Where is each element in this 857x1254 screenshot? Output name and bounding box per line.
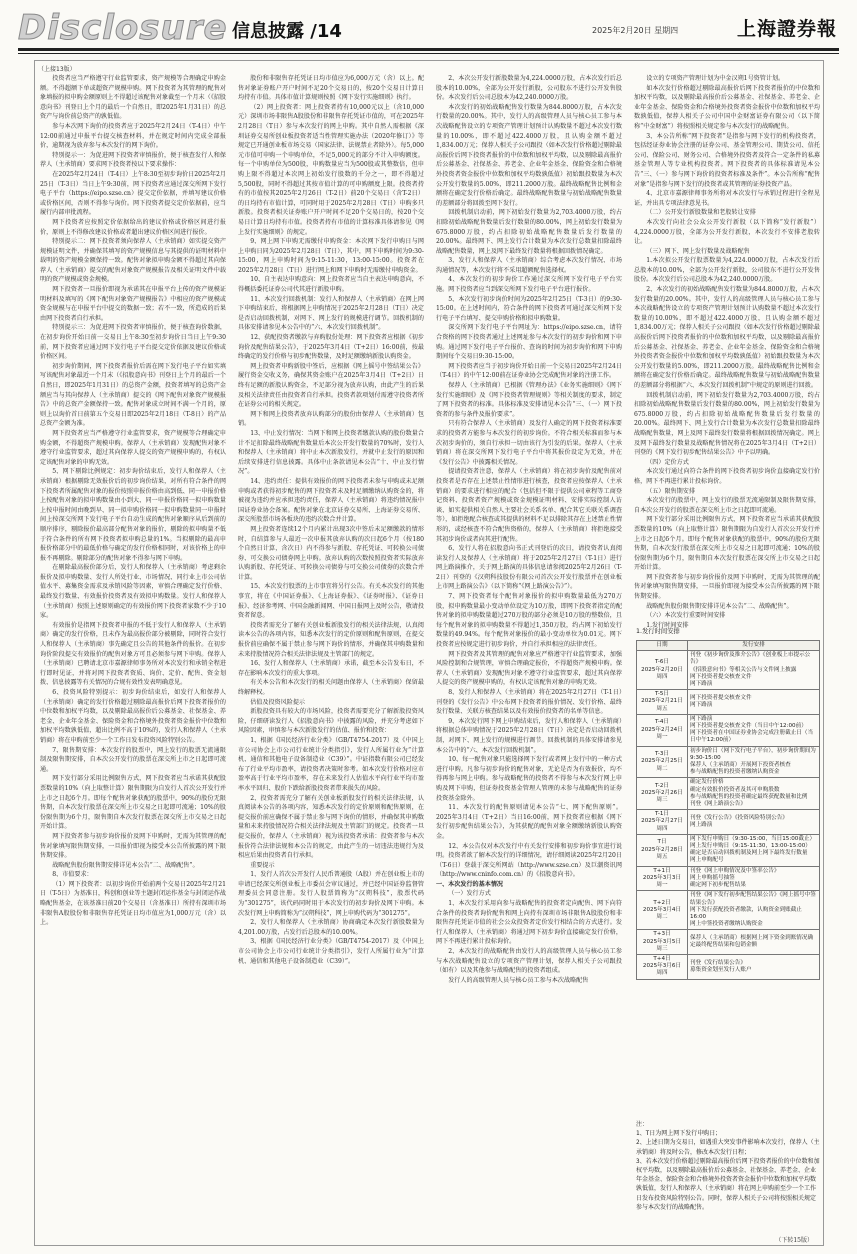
paragraph: 3、根据《国民经济行业分类》（GB/T4754-2017）及《中国上市公司协会上市公司行业统计分类指引》，发行人所属行业为“计算机、通信和其他电子设备制造业（C39）”。 xyxy=(238,938,424,965)
paragraph: 回拨机制启动前，网下初始发行数量为2,703.4000万股，约占扣除初始战略配售数量后发行数量的80.00%，网上初始发行数量为675.8000万股，约占扣除初始战略配售数量后发行数量的20.00%。最终网下、网上发行合计数量为本次发行总数量扣除最终战略配售数量，网上及网下最终发行数量将根据回拨情况确定。 xyxy=(436,209,622,255)
schedule-arrangement: 刊登《网下发行初步配售结果公告》《网上摇号中签结果公告》 网下发行获配投资者缴款，认购资金到账截止16:00 网上中签投资者缴纳认购资金 xyxy=(688,891,820,930)
text-column-3 xyxy=(436,74,622,1242)
schedule-arrangement: 网下投资者提交核查文件 网下路演 xyxy=(688,690,820,715)
schedule-arrangement: 网下路演 网下投资者提交核查文件（当日中午12:00前） 网下投资者在中国证券业协会完成注册截止日（当日中午12:00前） xyxy=(688,714,820,746)
schedule-date: T-2日 2025年2月26日 周三 xyxy=(637,778,688,810)
paragraph: 5、网下剔除比例规定：初步询价结束后，发行人和保荐人（主承销商）根据剔除无效报价后的初步询价结果，对所有符合条件的网下投资者所属配售对象的报价按照申报价格由高到低、同一申报价格上按配售对象的拟申购数量由小到大、同一申报价格同一拟申购数量上按申报时间由晚到早、同一拟申购价格同一拟申购数量同一申报时间上按深交所网下发行电子平台自动生成的配售对象顺序从后到前的顺序排序，剔除报价最高部分配售对象的报价，剔除的拟申购量不低于符合条件的所有网下投资者拟申购总量的1%。当拟剔除的最高申报价格部分中的最低价格与确定的发行价格相同时，对该价格上的申报不再剔除。剔除部分的配售对象不得参与网下申购。 xyxy=(40,468,226,562)
paragraph: 13、中止发行情况：当网下和网上投资者缴款认购的股份数量合计不足扣除最终战略配售数量后本次公开发行数量的70%时，发行人和保荐人（主承销商）将中止本次新股发行，并就中止发行的原因和后续安排进行信息披露。具体中止条款请见本公告“十、中止发行情况”。 xyxy=(238,429,424,476)
paragraph: 特别提示一：为促进网下投资者审慎报价，便于核查发行人和保荐人（主承销商）要求网下投资者按以下要求操作： xyxy=(40,151,226,169)
paragraph: （五）限售期安排 xyxy=(646,487,695,495)
paragraph: 本次发行的股票中，网上发行的股票无流通限制及限售期安排，自本次公开发行的股票在深交所上市之日起即可流通。 xyxy=(634,497,820,514)
dateline: 2025年2月20日 星期四 xyxy=(592,26,679,35)
paragraph: 1.本次拟公开发行股票数量为4,224.0000万股，占本次发行后总股本的10.00%，全部为公开发行新股，公司股东不进行公开发售股份。本次发行后公司总股本为42,240.0000万股。 xyxy=(634,257,820,284)
schedule-date: T-6日 2025年2月20日 周四 xyxy=(637,651,688,690)
paragraph: 战略配售股份限售期安排详见本公告“二、战略配售”。 xyxy=(646,602,793,610)
paragraph: 初步询价期间，网下投资者报价后需在网下发行电子平台如实填写该配售对象最近一个月末（《招股意向书》刊登日上个月的最后一个自然日，即2025年1月31日）的总资产金额，投资者填写的总资产金额应当与其向保荐人（主承销商）提交的《网下配售对象资产规模报告》中的总资产金额保持一致。配售对象成立时间不满一个月的，原则上以询价首日前第五个交易日即2025年2月18日（T-8日）的产品总资产金额为准。 xyxy=(40,362,226,428)
paragraph: 只有符合保荐人（主承销商）及发行人确定的网下投资者标准要求的投资者方能参与本次发行的初步询价。不符合相关标准而参与本次初步询价的，须自行承担一切由该行为引发的后果。保荐人（主承销商）将在深交所网下发行电子平台中将其报价设定为无效，并在《发行公告》中披露相关情况。 xyxy=(436,420,622,466)
paragraph: 11、本次发行回拨机制：发行人和保荐人（主承销商）在网上网下申购结束后，将根据网上申购情况于2025年2月28日（T日）决定是否启动回拨机制，对网下、网上发行的规模进行调节。回拨机制的具体安排请参见本公告中的“六、本次发行回拨机制”。 xyxy=(238,295,424,332)
paragraph: 6、投资风险特别提示：初步询价结束后，如发行人和保荐人（主承销商）确定的发行价格超过剔除最高报价后网下投资者报价的中位数和加权平均数，以及剔除最高报价后公募基金、社保基金、养老金、企业年金基金、保险资金和合格境外投资者资金报价中位数和加权平均数孰低值，超出比例不高于10%的，发行人和保荐人（主承销商）将在申购前至少一个工作日发布投资风险特别公告。 xyxy=(40,689,226,744)
paragraph: 10、每一配售对象只能选择网下发行或者网上发行中的一种方式进行申购。凡参与初步询价的配售对象，无论是否为有效报价，均不得再参与网上申购。参与战略配售的投资者不得参与本次发行网上申购及网下申购，但证券投资基金管理人管理的未参与战略配售的证券投资基金除外。 xyxy=(436,756,622,802)
paragraph: 股份和非限售存托凭证日均市值应为6,000万元（含）以上。配售对象证券账户开户时间不足20个交易日的，按20个交易日计算日均持有市值。具体市值计算规则按照《网下发行实施细则》执行。 xyxy=(238,75,424,102)
paragraph: 2、投资者需充分了解有关创业板新股发行的相关法律法规，认真阅读本公告的各项内容，知悉本次发行的定价原则和配售原则，在提交报价前应确保不属于禁止参与网下询价的情形，并确保其申购数量和未来持股情况符合相关法律法规及主管部门的规定。投资者一旦提交报价，保荐人（主承销商）视为该投资者承诺：投资者参与本次报价符合法律法规和本公告的规定，由此产生的一切违法违规行为及相应后果由投资者自行承担。 xyxy=(238,794,424,860)
note-line: 2、上述日期为交易日，如遇重大突发事件影响本次发行，保荐人（主承销商）将及时公告，修改本次发行日程； xyxy=(636,1139,820,1156)
schedule-date: T+2日 2025年3月4日 周二 xyxy=(637,891,688,930)
note-line: 3、若本次发行价格超过剔除最高报价后网下投资者报价的中位数和加权平均数，以及剔除最高报价后公募基金、社保基金、养老金、企业年金基金、保险资金和合格境外投资者资金报价中位数和加权平均数孰低值，发行人和保荐人（主承销商）将在网上申购前至少一个工作日发布投资风险特别公告。同时，保荐人相关子公司将按照相关规定参与本次发行的战略配售。 xyxy=(636,1157,820,1211)
schedule-row xyxy=(637,810,820,835)
schedule-date: T+3日 2025年3月5日 周三 xyxy=(637,930,688,955)
continued-to: （下转15版） xyxy=(775,1237,813,1244)
paragraph: 2、本次公开发行新股数量为4,224.0000万股，占本次发行后总股本的10.00%，全部为公开发行新股，公司股东不进行公开发售股份。本次发行后公司总股本为42,240.0000万股。 xyxy=(436,75,622,102)
paragraph: 网下投资者应当于初步询价开始日前一个交易日2025年2月24日（T-4日）的中午12:00前在证券业协会完成配售对象的注册工作。 xyxy=(436,362,622,380)
text-column-4 xyxy=(634,74,820,629)
paragraph: 9、本次发行网下网上申购结束后，发行人和保荐人（主承销商）将根据总体申购情况于2025年2月28日（T日）决定是否启动回拨机制，对网下、网上发行的规模进行调节。回拨机制的具体安排请参见本公告中的“六、本次发行回拨机制”。 xyxy=(436,717,622,754)
paragraph: 网下投资者参与初步询价报价及网下申购时，无需为其管理的配售对象填写限售期安排，一旦报价即视为接受本公告所披露的网下限售期安排。 xyxy=(40,832,226,860)
schedule-arrangement: 刊登《初步询价及推介公告》《创业板上市提示公告》 《招股意向书》等相关公告与文件网上披露 网下投资者提交核查文件 网下路演 xyxy=(688,651,820,690)
schedule-arrangement: 确定发行价格 确定有效报价投资者及其可申购股数 参与战略配售的投资者确定最终获配数量和比例 刊登《网上路演公告》 xyxy=(688,778,820,810)
paragraph: 估值及投资风险提示 xyxy=(250,698,306,706)
paragraph: 投资者需充分了解有关创业板新股发行的相关法律法规，认真阅读本公告的各项内容，知悉本次发行的定价原则和配售原则，在提交报价前应确保不属于禁止参与网下询价的情形，并确保其申购数量和未来持股情况符合相关法律法规及主管部门的规定。 xyxy=(238,621,424,658)
paragraph: 参与本次网下询价的投资者应于2025年2月24日（T-4日）中午12:00前通过申报平台提交核查材料，并在规定时间内完成全部报价，逾期视为放弃参与本次发行的网下询价。 xyxy=(40,122,226,150)
paragraph: 有关本公告和本次发行的相关问题由保荐人（主承销商）保留最终解释权。 xyxy=(238,679,424,696)
paragraph: 4、北京市嘉源律师事务所将对本次发行与承销过程进行全程见证，并出具专项法律意见书。 xyxy=(634,190,820,207)
paragraph: 8、发行人和保荐人（主承销商）将在2025年2月27日（T-1日）刊登的《发行公告》中公布网下投资者的报价情况、发行价格、最终发行数量、关联方核查结果以及有效报价投资者的名单等信息。 xyxy=(436,689,622,716)
schedule-table xyxy=(636,640,820,980)
paragraph: 5、本次发行初步询价时间为2025年2月25日（T-3日）的9:30-15:00。在上述时间内，符合条件的网下投资者可通过深交所网下发行电子平台填写、提交申购价格和拟申购数量。 xyxy=(436,295,622,322)
paragraph: 有效报价是指网下投资者申报的不低于发行人和保荐人（主承销商）确定的发行价格，且未作为最高报价部分被剔除，同时符合发行人和保荐人（主承销商）事先确定且公告的其他条件的报价。在初步询价阶段提交有效报价的配售对象方可且必须参与网下申购。保荐人（主承销商）已聘请北京市嘉源律师事务所对本次发行和承销全程进行即时见证，并将对网下投资者资质、询价、定价、配售、资金划拨、信息披露等有关情况的合规有效性发表明确意见。 xyxy=(40,621,226,687)
paragraph: 保荐人（主承销商）已根据《管理办法》《业务实施细则》《网下发行实施细则》及《网下投资者管理规则》等相关制度的要求，制定了网下投资者的标准。具体标准及安排请见本公告“三、（一）网下投资者的参与条件及报价要求”。 xyxy=(436,382,622,418)
paragraph: （三）网下、网上发行数量及战略配售 xyxy=(646,247,750,255)
paragraph: 6、发行人将在招股意向书正式刊登后的次日，请投资者认真阅读发行人及保荐人（主承销商）将于2025年2月27日（T-1日）进行网上路演推介，关于网上路演的具体信息请参阅2025年2月26日（T-2日）刊登的《汉朔科技股份有限公司首次公开发行股票并在创业板上市网上路演公告》（以下简称“《网上路演公告》”）。 xyxy=(436,545,622,591)
schedule-row xyxy=(637,746,820,778)
paragraph: 网下投资者参与初步询价报价及网下申购时，无需为其管理的配售对象填写限售期安排，一旦报价即视为接受本公告所披露的网下限售期安排。 xyxy=(634,573,820,601)
schedule-notes xyxy=(636,1120,820,1212)
continued-from: （上接13版） xyxy=(38,66,76,73)
paragraph: （一）发行方式 xyxy=(448,890,491,898)
paragraph: 1.发行时间安排 xyxy=(646,621,689,629)
paragraph: 重要提示 xyxy=(250,861,275,869)
paragraph: 1、发行人首次公开发行人民币普通股（A股）并在创业板上市的申请已经深交所创业板上市委员会审议通过，并已经中国证券监督管理委员会同意注册。发行人股票简称为“汉朔科技”，股票代码为“301275”，该代码同时用于本次发行的初步询价及网下申购。本次发行网上申购简称为“汉朔科技”，网上申购代码为“301275”。 xyxy=(238,871,424,917)
text-column-1 xyxy=(40,74,226,1242)
schedule-row xyxy=(637,778,820,810)
paragraph: 网下投资者应按照定价依据给出的建议价格或价格区间进行报价，原则上不得修改建议价格或者超出建议价格区间进行报价。 xyxy=(40,218,226,236)
schedule-arrangement: 刊登《发行结果公告》 募集资金划至发行人账户 xyxy=(688,954,820,979)
paragraph: 16、发行人和保荐人（主承销商）承诺，截至本公告发布日，不存在影响本次发行的重大事项。 xyxy=(238,660,424,677)
paragraph: 12、本公告仅对本次发行中有关发行安排和初步询价事宜进行说明。投资者欲了解本次发行的详细情况，请仔细阅读2025年2月20日（T-6日）登载于深交所网站（http://www.szse.cn）及巨潮资讯网（http://www.cninfo.com.cn）的《招股意向书》。 xyxy=(436,842,622,879)
paragraph: 投资者应当严格遵守行业监管要求，资产规模等合理确定申购金额。不得超额下单或超资产规模申购。网下投资者为其管理的配售对象填报的拟申购金额原则上不得超过该配售对象截至一个月末（《招股意向书》刊登日上个月的最后一个自然日，即2025年1月31日）的总资产与询价前总资产的孰低值。 xyxy=(40,75,226,121)
schedule-title: 1.发行时间安排 xyxy=(636,628,680,635)
paragraph: 1、根据《国民经济行业分类》（GB/T4754-2017）及《中国上市公司协会上市公司行业统计分类指引》，发行人所属行业为“计算机、通信和其他电子设备制造业（C39）”。中证指数有限公司已经发布了行业平均市盈率，请投资者决策时参考。如本次发行价格对应市盈率高于行业平均市盈率，存在未来发行人估值水平向行业平均市盈率水平回归、股价下跌给新股投资者带来损失的风险。 xyxy=(238,736,424,792)
paragraph: 网下发行部分采用比例限售方式，网下投资者应当承诺其获配股票数量的10%（向上取整计算）限售期限为自发行人首次公开发行并上市之日起6个月。即每个配售对象获配的股票中，90%的股份无限售期，自本次发行股票在深交所上市交易之日起即可流通；10%的股份限售期为6个月，限售期自本次发行股票在深交所上市交易之日起开始计算。 xyxy=(634,516,820,572)
paragraph: 发行人的高级管理人员与核心员工参与本次战略配售 xyxy=(448,976,589,984)
paragraph: （2）网上投资者：网上投资者持有10,000元以上（含10,000元）深圳市场非限售A股股份和非限售存托凭证市值的，可在2025年2月28日（T日）参与本次发行的网上申购。其中自然人需根据《深圳证券交易所创业板投资者适当性管理实施办法（2020年修订）》等规定已开通创业板市场交易（国家法律、法规禁止者除外）。每5,000元市值可申购一个申购单位，不足5,000元的部分不计入申购额度。每一个申购单位为500股，申购数量应当为500股或其整数倍，但申购上限不得超过本次网上初始发行股数的千分之一，即不得超过5,500股，同时不得超过其按市值计算的可申购额度上限。投资者持有的市值按其2025年2月26日（T-2日）前20个交易日（含T-2日）的日均持有市值计算，可同时用于2025年2月28日（T日）申购多只新股。投资者相关证券账户开户时间不足20个交易日的，按20个交易日计算日均持有市值。投资者持有市值的计算标准具体请参见《网上发行实施细则》的规定。 xyxy=(238,103,424,236)
paragraph: （四）定价方式 xyxy=(646,458,689,466)
paragraph: 一、本次发行的基本情况 xyxy=(436,880,504,888)
paragraph: 网下投资者一旦报价即视为承诺其在申报平台上传的资产规模证明材料及填写的《网下配售对象资产规模报告》中相应的资产规模或资金规模与在申报平台中提交的数据一致；若不一致，所造成的后果由网下投资者自行承担。 xyxy=(40,286,226,322)
schedule-arrangement: 初步询价日（网下发行电子平台），初步询价期间为9:30-15:00 保荐人（主承销商）开展网下投资者核查 参与战略配售的投资者缴纳认购资金 xyxy=(688,746,820,778)
schedule-arrangement: 刊登《发行公告》《投资风险特别公告》 网上路演 xyxy=(688,810,820,835)
schedule-header-arrangement: 发行安排 xyxy=(688,641,820,651)
schedule-date: T-1日 2025年2月27日 周四 xyxy=(637,810,688,835)
paragraph: 本次发行向社会公众公开发行新股（以下简称“发行新股”）4,224.0000万股，全部为公开发行新股，本次发行不安排老股转让。 xyxy=(634,218,820,246)
schedule-arrangement: 保荐人（主承销商）根据网上网下资金到账情况确定最终配售结果和包销金额 xyxy=(688,930,820,955)
schedule-row xyxy=(637,930,820,955)
paragraph: 网上投资者申购新股中签后，应根据《网上摇号中签结果公告》履行资金交收义务，确保其资金账户在2025年3月4日（T+2日）日终有足额的新股认购资金，不足部分视为放弃认购，由此产生的后果及相关法律责任由投资者自行承担。投资者款项划付需遵守投资者所在证券公司的相关规定。 xyxy=(238,362,424,409)
paragraph: 3、本公告所称“网下投资者”是指参与网下发行的机构投资者，包括经证券业协会注册的证券公司、基金管理公司、期货公司、信托公司、保险公司、财务公司、合格境外投资者及符合一定条件的私募基金管理人等专业机构投资者。网下投资者的具体标准请见本公告“三、（一）参与网下询价的投资者标准及条件”。本公告所称“配售对象”是指参与网下发行的投资者或其管理的证券投资产品。 xyxy=(634,132,820,188)
paragraph: 7、网下投资者每个配售对象报价的拟申购数量最低为270万股，拟申购数量最小变动单位设定为10万股，即网下投资者指定的配售对象的拟申购数量超过270万股的部分必须是10万股的整数倍，且每个配售对象的拟申购数量不得超过1,350万股，约占网下初始发行数量的49.94%。每个配售对象报价的最小变动单位为0.01元。网下投资者应按规定进行初步询价，并自行承担相应的法律责任。 xyxy=(436,593,622,649)
paragraph: 深交所网下发行电子平台网址为：https://eipo.szse.cn，请符合资格的网下投资者通过上述网址参与本次发行的初步询价和网下申购。通过网下发行电子平台报价、查询的时间为初步询价和网下申购期间每个交易日9:30-15:00。 xyxy=(436,324,622,361)
schedule-date: T+4日 2025年3月6日 周四 xyxy=(637,954,688,979)
schedule-arrangement: 刊登《网上申购情况及中签率公告》 网上申购摇号抽签 确定网下初步配售结果 xyxy=(688,866,820,891)
schedule-row xyxy=(637,954,820,979)
paragraph: 本次发行通过向符合条件的网下投资者初步询价直接确定发行价格，网下不再进行累计投标询价。 xyxy=(634,468,820,485)
brand-wordmark: Disclosure xyxy=(18,8,228,48)
schedule-date: T+1日 2025年3月3日 周一 xyxy=(637,866,688,891)
schedule-header-date: 日期 xyxy=(637,641,688,651)
masthead: 上海證券報 xyxy=(736,18,837,40)
paragraph: 在2025年2月24日（T-4日）上午8:30至初步询价日2025年2月25日（T-3日）当日上午9:30前，网下投资者应通过深交所网下发行电子平台（https://eipo.szse.cn）提交定价依据，并填写建议价格或价格区间，否则不得参与询价。网下投资者提交定价依据前，应当履行内部审批流程。 xyxy=(40,170,226,217)
paragraph: 设立的专项资产管理计划为中金汉朔1号资管计划。 xyxy=(646,75,785,82)
paragraph: 战略配售股份限售期安排详见本公告“二、战略配售”。 xyxy=(52,861,199,869)
paragraph: 2、发行人和保荐人（主承销商）协商确定本次发行新股数量为4,201.00万股，占发行后总股本的10.00%。 xyxy=(238,919,424,936)
paragraph: 网下投资者应当严格遵守行业监管要求，资产规模等合理确定申购金额，不得超资产规模申购。保荐人（主承销商）发现配售对象不遵守行业监管要求，超过其向保荐人提交的资产规模申购的，有权认定该配售对象的申购无效。 xyxy=(40,429,226,466)
schedule-row xyxy=(637,891,820,930)
header-rule xyxy=(18,48,839,51)
paragraph: 3、发行人和保荐人（主承销商）综合考虑本次发行情况、市场沟通情况等，本次发行将不采用超额配售选择权。 xyxy=(436,257,622,274)
schedule-row xyxy=(637,714,820,746)
paragraph: 新股投资具有较大的市场风险，投资者需要充分了解新股投资风险，仔细研读发行人《招股意向书》中披露的风险，并充分考虑如下风险因素，审慎参与本次新股发行的估值、报价和投资： xyxy=(238,708,424,735)
paragraph: 1、本次发行采用向参与战略配售的投资者定向配售、网下向符合条件的投资者询价配售和网上向持有深圳市场非限售A股股份和非限售存托凭证市值的社会公众投资者定价发行相结合的方式进行。发行人和保荐人（主承销商）将通过网下初步询价直接确定发行价格，网下不再进行累计投标询价。 xyxy=(436,900,622,946)
paragraph: 网下发行部分采用比例限售方式，网下投资者应当承诺其获配股票数量的10%（向上取整计算）限售期限为自发行人首次公开发行并上市之日起6个月。即每个配售对象获配的股票中，90%的股份无限售期，自本次发行股票在深交所上市交易之日起即可流通；10%的股份限售期为6个月，限售期自本次发行股票在深交所上市交易之日起开始计算。 xyxy=(40,775,226,831)
paragraph: 10、自主表达申购意向：网上投资者应当自主表达申购意向，不得概括委托证券公司代其进行新股申购。 xyxy=(238,276,424,294)
schedule-row xyxy=(637,690,820,715)
paragraph: （二）公开发行新股数量和老股转让安排 xyxy=(646,209,756,217)
page-header xyxy=(0,0,857,56)
paragraph: 特别提示三：为促进网下投资者审慎报价，便于核查询价数据，在初步询价开始日前一交易日上午8:30至初步询价日当日上午9:30前，网下投资者应通过网下发行电子平台提交定价依据及建议价格或价格区间。 xyxy=(40,324,226,361)
paragraph: 4、本次发行的初步询价工作通过深交所网下发行电子平台实施。网下投资者应当到深交所网下发行电子平台进行报价。 xyxy=(436,276,622,294)
paragraph: 回拨机制启动前，网下初始发行数量为2,703.4000万股，约占扣除初始战略配售数量后发行数量的80.00%，网上初始发行数量为675.8000万股，约占扣除初始战略配售数量后发行数量的20.00%。最终网下、网上发行合计数量为本次发行总数量扣除最终战略配售数量，网上及网下最终发行数量将根据回拨情况确定。网上及网下最终发行数量及战略配售情况将在2025年3月4日（T+2日）刊登的《网下发行初步配售结果公告》中予以明确。 xyxy=(634,391,820,457)
paragraph: 11、本次发行的配售原则请见本公告“七、网下配售原则”。2025年3月4日（T+2日）当日16:00前，网下投资者应根据《网下发行初步配售结果公告》，为其获配的配售对象全额缴纳新股认购资金。 xyxy=(436,804,622,840)
paragraph: 8、市值要求： xyxy=(52,871,93,879)
header-rule-thin xyxy=(18,53,839,54)
paragraph: 提请投资者注意，保荐人（主承销商）将在初步询价及配售前对投资者是否存在上述禁止性情形进行核查，投资者应按保荐人（主承销商）的要求进行相应的配合（包括但不限于提供公司章程等工商登记资料、投资者资产规模或资金规模证明材料、安排实际控制人访谈、如实提供相关自然人主要社会关系名单、配合其它关联关系调查等），如拒绝配合核查或其提供的材料不足以排除其存在上述禁止性情形的，或经核查不符合配售资格的，保荐人（主承销商）将拒绝接受其初步询价或者向其进行配售。 xyxy=(436,468,622,543)
note-line: 注： xyxy=(636,1121,649,1128)
paragraph: 12、获配投资者缴款与弃购股份处理：网下投资者应根据《初步询价及配售结果公告》，于2025年3月4日（T+2日）16:00前，按最终确定的发行价格与初步配售数量，及时足额缴纳新股认购资金。 xyxy=(238,334,424,361)
paragraph: 如本次发行价格超过剔除最高报价后网下投资者报价的中位数和加权平均数，以及剔除最高报价后公募基金、社保基金、养老金、企业年金基金、保险资金和合格境外投资者资金报价中位数和加权平均数孰低值，保荐人相关子公司中国中金财富证券有限公司（以下简称“中金财富”）将按照相关规定参与本次发行的战略配售。 xyxy=(634,84,820,130)
paragraph: 7、限售期安排：本次发行的股票中，网上发行的股票无流通限制及限售期安排，自本次公开发行的股票在深交所上市之日起即可流通。 xyxy=(40,746,226,773)
paragraph: （1）网下投资者：以初步询价开始前两个交易日2025年2月21日（T-5日）为基准日，科创和创业等主题封闭运作基金与封闭运作战略配售基金，在该基准日前20个交易日（含基准日）所持有深圳市场非限售A股股份和非限售存托凭证日均市值应为1,000万元（含）以上。 xyxy=(40,880,226,927)
paragraph: 2、本次发行的初始战略配售发行数量为844.8000万股，占本次发行数量的20.00%。其中，发行人的高级管理人员与核心员工参与本次战略配售设立的专项资产管理计划预计认购数量不超过本次发行数量的10.00%，即不超过422.4000万股，且认购金额不超过1,834.00万元；保荐人相关子公司跟投（如本次发行价格超过剔除最高报价后网下投资者报价的中位数和加权平均数，以及剔除最高报价后公募基金、社保基金、养老金、企业年金基金、保险资金和合格境外投资者资金报价中位数和加权平均数孰低值）初始跟投数量为本次公开发行数量的5.00%，即211.2000万股。最终战略配售比例和金额将在确定发行价格后确定。最终战略配售数量与初始战略配售数量的差额部分将根据“六、本次发行回拨机制”中规定的原则进行回拨。 xyxy=(634,286,820,389)
paragraph: 9、网上网下申购无需缴付申购资金：本次网下发行申购日与网上申购日同为2025年2月28日（T日），其中，网下申购时间为9:30-15:00，网上申购时间为9:15-11:30，13:00-15:00。投资者在2025年2月28日（T日）进行网上和网下申购时无需缴付申购资金。 xyxy=(238,238,424,274)
schedule-arrangement: 网下发行申购日（9:30-15:00，当日15:00截止） 网上发行申购日（9:15-11:30，13:00-15:00） 确定是否启动回拨机制及网上网下最终发行数量 网上申购配号 xyxy=(688,834,820,866)
paragraph: 本次发行的初始战略配售发行数量为844.8000万股，占本次发行数量的20.00%。其中，发行人的高级管理人员与核心员工参与本次战略配售设立的专项资产管理计划预计认购数量不超过本次发行数量的10.00%，即不超过422.4000万股，且认购金额不超过1,834.00万元；保荐人相关子公司跟投（如本次发行价格超过剔除最高报价后网下投资者报价的中位数和加权平均数，以及剔除最高报价后公募基金、社保基金、养老金、企业年金基金、保险资金和合格境外投资者资金报价中位数和加权平均数孰低值）初始跟投数量为本次公开发行数量的5.00%，即211.2000万股。最终战略配售比例和金额将在确定发行价格后确定。最终战略配售数量与初始战略配售数量的差额部分将回拨至网下发行。 xyxy=(436,103,622,207)
paragraph: 网上投资者连续12个月内累计出现3次中签后未足额缴款的情形时，自结算参与人最近一次申报其放弃认购的次日起6个月（按180个自然日计算，含次日）内不得参与新股、存托凭证、可转换公司债券、可交换公司债券网上申购。放弃认购的次数按照投资者实际放弃认购新股、存托凭证、可转换公司债券与可交换公司债券的次数合并计算。 xyxy=(238,525,424,581)
text-column-2 xyxy=(238,74,424,1242)
schedule-date: T-3日 2025年2月25日 周二 xyxy=(637,746,688,778)
paragraph: 14、违约责任：提供有效报价的网下投资者未参与申购或未足额申购或者获得初步配售的网下投资者未及时足额缴纳认购资金的，将被视为违约并应承担违约责任，保荐人（主承销商）将违约情况报中国证券业协会备案。配售对象在北京证券交易所、上海证券交易所、深交所股票市场各板块的违约次数合并计算。 xyxy=(238,477,424,524)
schedule-row xyxy=(637,866,820,891)
schedule-row xyxy=(637,834,820,866)
schedule-date: T-5日 2025年2月21日 周五 xyxy=(637,690,688,715)
paragraph: 15、本次发行股票的上市事宜将另行公告。有关本次发行的其他事宜，将在《中国证券报》、《上海证券报》、《证券时报》、《证券日报》、经济参考网、中国金融新闻网、中国日报网上及时公告，敬请投资者留意。 xyxy=(238,583,424,620)
paragraph: 网下和网上投资者放弃认购部分的股份由保荐人（主承销商）包销。 xyxy=(238,410,424,428)
schedule-row xyxy=(637,651,820,690)
section-title: 信息披露 /14 xyxy=(232,21,342,42)
note-line: 1、T日为网上网下发行申购日； xyxy=(636,1130,722,1138)
schedule-date: T日 2025年2月28日 周五 xyxy=(637,834,688,866)
paragraph: 在剔除最高报价部分后，发行人和保荐人（主承销商）考虑剩余报价及拟申购数量、发行人所处行业、市场情况、同行业上市公司估值水平、募集资金需求及承销风险等因素，审慎合理确定发行价格、最终发行数量、有效报价投资者及有效拟申购数量。发行人和保荐人（主承销商）按照上述原则确定的有效报价网下投资者家数不少于10家。 xyxy=(40,564,226,620)
paragraph: 特别提示二：网下投资者须向保荐人（主承销商）如实提交资产规模证明文件，并确保其填写的资产规模信息与其提供的证明材料中载明的资产规模金额保持一致。配售对象拟申购金额不得超过其向保荐人（主承销商）提交的配售对象资产规模报告及相关证明文件中载明的资产规模或资金规模。 xyxy=(40,238,226,284)
paragraph: （六）本次发行重要时间安排 xyxy=(646,612,726,620)
paragraph: 2、本次发行的战略配售由发行人的高级管理人员与核心员工参与本次战略配售设立的专项资产管理计划，保荐人相关子公司跟投（如有）以及其他参与战略配售的投资者组成。 xyxy=(436,948,622,975)
schedule-date: T-4日 2025年2月24日 周一 xyxy=(637,714,688,746)
paragraph: 网下投资者及其管理的配售对象应严格遵守行业监管要求，加强风险控制和合规管理，审慎合理确定报价，不得超资产规模申购。保荐人（主承销商）发现配售对象不遵守行业监管要求，超过其向保荐人提交的资产规模申购的，有权认定该配售对象的申购无效。 xyxy=(436,650,622,687)
